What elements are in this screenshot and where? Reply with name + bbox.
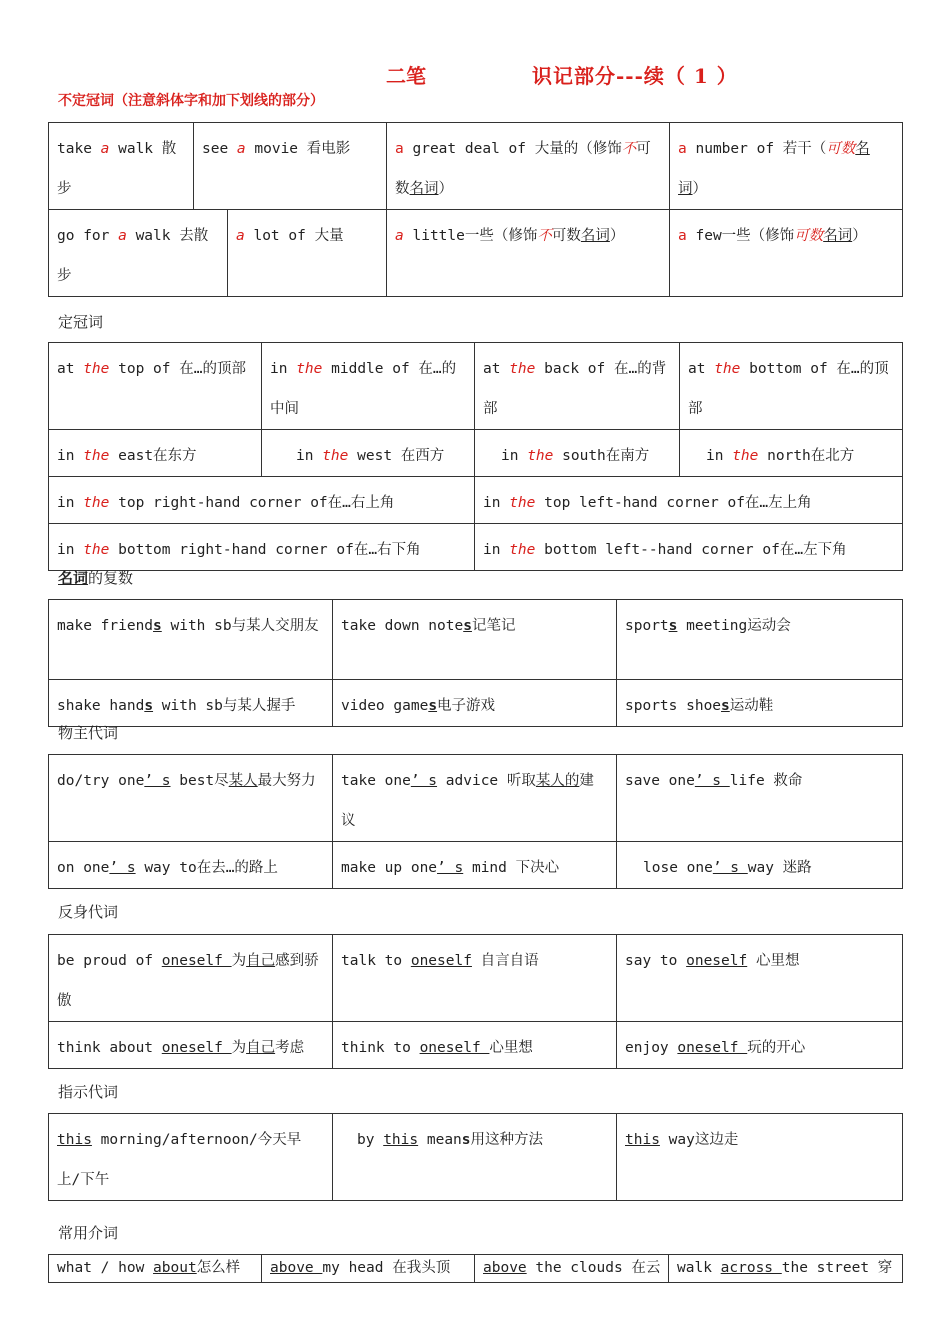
table-cell: in the west 在西方	[262, 430, 475, 477]
table-cell: in the north在北方	[680, 430, 903, 477]
table-cell: take a walk 散步	[49, 123, 194, 210]
table-cell: above my head 在我头顶	[262, 1255, 475, 1283]
section-title-prepositions: 常用介词	[58, 1224, 119, 1242]
definite-article-table	[48, 342, 903, 571]
prepositions-table	[48, 1254, 903, 1283]
table-cell: a great deal of 大量的（修饰不可数名词）	[387, 123, 670, 210]
table-cell: shake hands with sb与某人握手	[49, 680, 333, 727]
table-cell: in the middle of 在…的中间	[262, 343, 475, 430]
table-cell: a little一些（修饰不可数名词）	[387, 210, 670, 297]
table-cell: make up one’ s mind 下决心	[333, 842, 617, 889]
indefinite-article-table	[48, 122, 903, 297]
table-cell: talk to oneself 自言自语	[333, 935, 617, 1022]
section-title-possessive-pronouns: 物主代词	[58, 724, 119, 742]
table-cell: think about oneself 为自己考虑	[49, 1022, 333, 1069]
table-cell: walk across the street 穿	[669, 1255, 903, 1283]
table-cell: do/try one’ s best尽某人最大努力	[49, 755, 333, 842]
table-cell: a number of 若干（可数名词）	[670, 123, 903, 210]
table-cell: sports meeting运动会	[617, 600, 903, 680]
table-cell: see a movie 看电影	[194, 123, 387, 210]
table-cell: in the bottom left--hand corner of在…左下角	[475, 524, 903, 571]
table-cell: in the east在东方	[49, 430, 262, 477]
table-cell: say to oneself 心里想	[617, 935, 903, 1022]
section-title-plural-nouns: 名词的复数	[58, 569, 134, 587]
table-cell: take down notes记笔记	[333, 600, 617, 680]
section-title-definite-article: 定冠词	[58, 313, 104, 331]
document-title	[0, 60, 950, 90]
table-cell: on one’ s way to在去…的路上	[49, 842, 333, 889]
table-cell: this morning/afternoon/今天早上/下午	[49, 1114, 333, 1201]
table-cell: in the bottom right-hand corner of在…右下角	[49, 524, 475, 571]
reflexive-pronouns-table	[48, 934, 903, 1069]
subtitle-indefinite-article: 不定冠词（注意斜体字和加下划线的部分）	[58, 93, 324, 109]
table-cell: above the clouds 在云	[475, 1255, 669, 1283]
table-cell: lose one’ s way 迷路	[617, 842, 903, 889]
table-cell: make friends with sb与某人交朋友	[49, 600, 333, 680]
section-title-demonstrative-pronouns: 指示代词	[58, 1083, 119, 1101]
table-cell: in the top right-hand corner of在…右上角	[49, 477, 475, 524]
plural-nouns-table	[48, 599, 903, 727]
table-cell: at the back of 在…的背部	[475, 343, 680, 430]
table-cell: at the bottom of 在…的顶部	[680, 343, 903, 430]
table-cell: at the top of 在…的顶部	[49, 343, 262, 430]
table-cell: enjoy oneself 玩的开心	[617, 1022, 903, 1069]
table-cell: sports shoes运动鞋	[617, 680, 903, 727]
table-cell: a lot of 大量	[228, 210, 387, 297]
table-cell: go for a walk 去散步	[49, 210, 228, 297]
table-cell: take one’ s advice 听取某人的建议	[333, 755, 617, 842]
table-cell: video games电子游戏	[333, 680, 617, 727]
table-cell: by this means用这种方法	[333, 1114, 617, 1201]
title-part1: 二笔	[386, 64, 426, 88]
table-cell: this way这边走	[617, 1114, 903, 1201]
table-cell: a few一些（修饰可数名词）	[670, 210, 903, 297]
title-part2: 识记部分---续（ 1 ）	[532, 64, 738, 88]
table-cell: what / how about怎么样	[49, 1255, 262, 1283]
table-cell: in the top left-hand corner of在…左上角	[475, 477, 903, 524]
table-cell: in the south在南方	[475, 430, 680, 477]
table-cell: save one’ s life 救命	[617, 755, 903, 842]
section-title-reflexive-pronouns: 反身代词	[58, 903, 119, 921]
demonstrative-pronouns-table	[48, 1113, 903, 1201]
table-cell: be proud of oneself 为自己感到骄傲	[49, 935, 333, 1022]
table-cell: think to oneself 心里想	[333, 1022, 617, 1069]
possessive-pronouns-table	[48, 754, 903, 889]
